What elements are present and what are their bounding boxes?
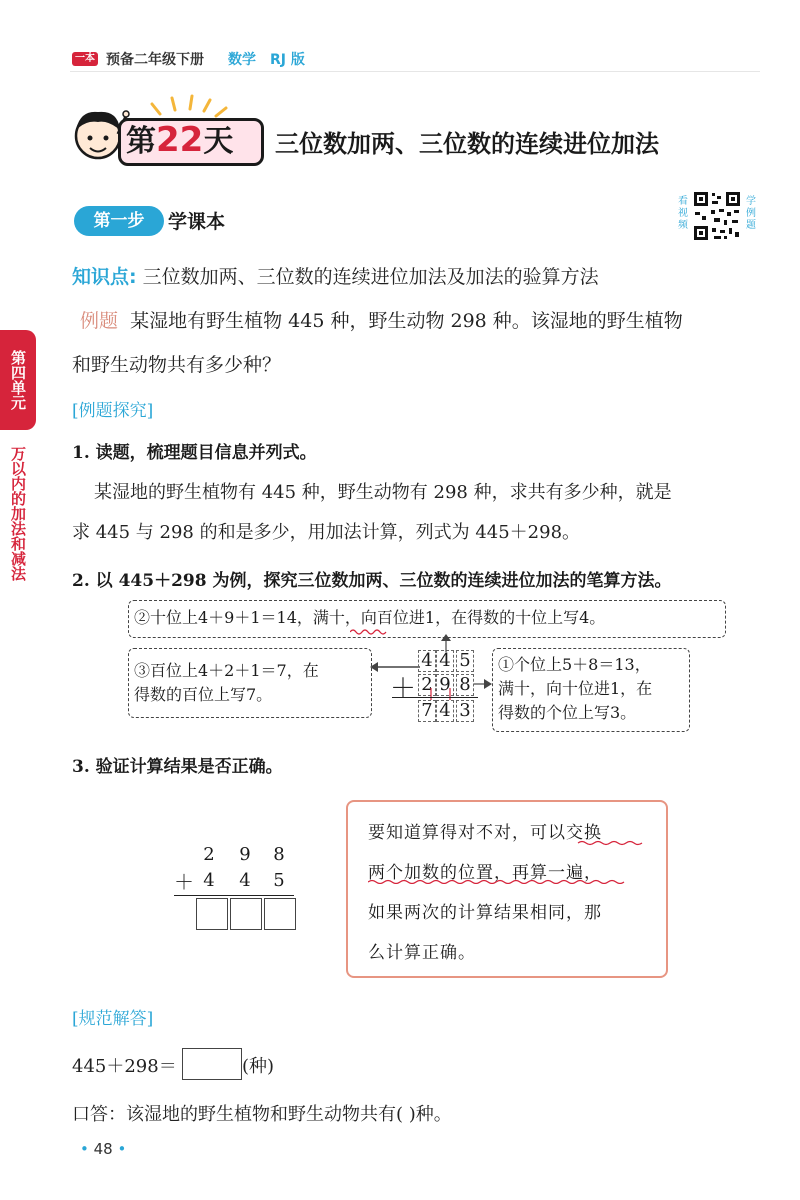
step3-text-2: 得数的百位上写7。	[134, 685, 273, 704]
oral-answer: 口答：该湿地的野生植物和野生动物共有( )种。	[72, 1104, 452, 1125]
unit-tab: 第四单元	[0, 330, 36, 430]
calc-plus-sign: ＋	[390, 674, 417, 704]
tip-line-3: 如果两次的计算结果相同，那	[368, 903, 602, 923]
step3-text-1: ③百位上4＋2＋1＝7，在	[134, 661, 319, 680]
answer-heading: [规范解答]	[72, 1009, 154, 1029]
page-number	[80, 1140, 126, 1158]
question-3: 3. 验证计算结果是否正确。	[72, 757, 283, 777]
verify-top-tens: 9	[239, 844, 251, 865]
calc-top-hundreds: 4	[421, 650, 433, 671]
calc-sum-tens: 4	[439, 700, 451, 721]
header-divider	[70, 71, 760, 72]
tip-line-1: 要知道算得对不对，可以交换	[368, 823, 602, 843]
knowledge-label: 知识点:	[72, 266, 137, 288]
calc-mid-hundreds: 2	[421, 674, 433, 695]
tip-line-2: 两个加数的位置，再算一遍，	[368, 863, 602, 883]
calc-sum-hundreds: 7	[421, 700, 433, 721]
q1-line-1: 某湿地的野生植物有 445 种，野生动物有 298 种，求共有多少种，就是	[94, 482, 672, 503]
example-label: 例题	[80, 310, 119, 332]
calc-sum-ones: 3	[459, 700, 471, 721]
answer-input-box[interactable]	[182, 1048, 242, 1080]
unit-topic: 万以内的加法和减法	[9, 446, 27, 581]
qr-caption-right: 学例题	[746, 196, 756, 231]
step1-text-2: 满十，向十位进1，在	[498, 679, 653, 698]
qr-code-icon[interactable]	[692, 190, 742, 242]
example-line-1	[80, 306, 683, 333]
answer-unit: (种)	[242, 1056, 275, 1077]
calc-mid-ones: 8	[459, 674, 471, 695]
example-text-1: 某湿地有野生植物 445 种，野生动物 298 种。该湿地的野生植物	[130, 310, 683, 332]
verify-mid-hundreds: 4	[203, 870, 215, 891]
step2-text: ②十位上4＋9＋1＝14，满十，向百位进1，在得数的十位上写4。	[134, 608, 606, 627]
verify-top-ones: 8	[273, 844, 285, 865]
arrow-right-icon	[474, 678, 492, 690]
calc-sum-line	[392, 697, 478, 698]
step1-text-1: ①个位上5＋8＝13，	[498, 655, 651, 674]
knowledge-text: 三位数加两、三位数的连续进位加法及加法的验算方法	[142, 266, 599, 288]
verify-mid-ones: 5	[273, 870, 285, 891]
explore-heading: [例题探究]	[72, 401, 154, 421]
knowledge-point	[72, 262, 599, 289]
verify-answer-box-hundreds[interactable]	[196, 898, 228, 930]
step-badge: 第一步	[74, 206, 164, 236]
calc-top-ones: 5	[459, 650, 471, 671]
wavy-underline-1	[350, 628, 490, 636]
edition-label: RJ 版	[270, 52, 305, 68]
verify-top-hundreds: 2	[203, 844, 215, 865]
question-1: 1. 读题，梳理题目信息并列式。	[72, 443, 317, 463]
example-line-2: 和野生动物共有多少种？	[72, 354, 282, 376]
verify-answer-box-ones[interactable]	[264, 898, 296, 930]
step3-box	[128, 648, 372, 718]
verify-answer-box-tens[interactable]	[230, 898, 262, 930]
calc-mid-tens: 9	[439, 674, 451, 695]
question-2: 2. 以 445＋298 为例，探究三位数加两、三位数的连续进位加法的笔算方法。	[72, 571, 672, 591]
publisher-logo: 一本	[72, 52, 98, 66]
verify-plus-sign: ＋	[174, 870, 194, 894]
subject-label: 数学	[228, 52, 256, 68]
tip-line-4: 么计算正确。	[368, 943, 476, 963]
verify-sum-line	[174, 895, 294, 896]
arrow-up-icon	[440, 634, 452, 652]
book-title: 预备二年级下册	[106, 52, 204, 68]
sun-rays-icon	[140, 92, 230, 118]
page-dot-icon: •	[80, 1140, 89, 1158]
q1-line-2: 求 445 与 298 的和是多少，用加法计算，列式为 445＋298。	[72, 522, 581, 543]
page-number-text: 48	[93, 1140, 113, 1158]
calc-top-tens: 4	[439, 650, 451, 671]
qr-caption-left: 看视频	[678, 196, 688, 231]
tip-wavy-underlines	[368, 840, 648, 884]
verify-mid-tens: 4	[239, 870, 251, 891]
answer-equation: 445＋298＝	[72, 1056, 177, 1077]
day-label	[126, 118, 233, 164]
step-title: 学课本	[168, 211, 226, 233]
day-prefix: 第	[126, 124, 156, 159]
lesson-title: 三位数加两、三位数的连续进位加法	[275, 130, 659, 158]
step1-text-3: 得数的个位上写3。	[498, 703, 637, 722]
day-number: 22	[156, 120, 204, 160]
day-suffix: 天	[203, 124, 234, 159]
page-dot-icon: •	[117, 1140, 127, 1158]
